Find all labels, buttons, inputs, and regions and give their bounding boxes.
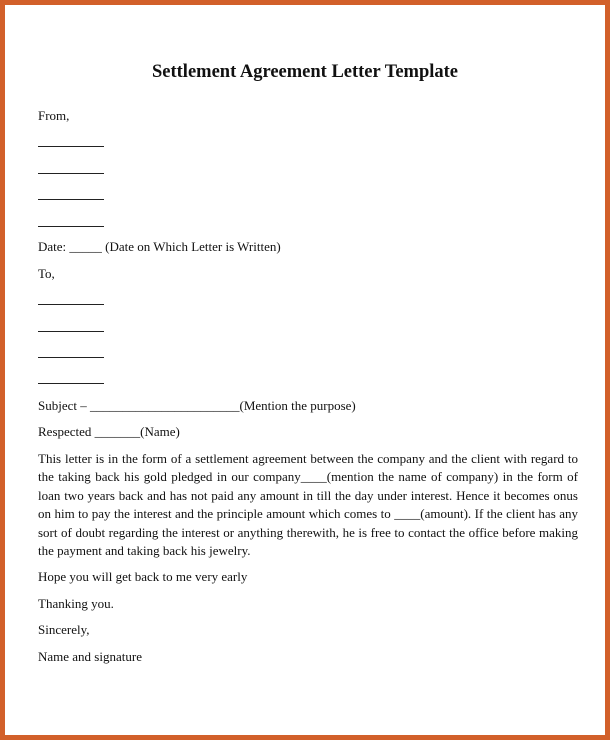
from-label: From, — [38, 108, 70, 123]
closing-hope-line: Hope you will get back to me very early — [38, 569, 248, 584]
to-address-blank-3 — [38, 357, 104, 358]
closing-sincerely-line: Sincerely, — [38, 622, 90, 637]
date-line: Date: _____ (Date on Which Letter is Written) — [38, 239, 281, 254]
from-address-blank-3 — [38, 199, 104, 200]
to-address-blank-1 — [38, 304, 104, 305]
to-label: To, — [38, 266, 55, 281]
to-address-blank-4 — [38, 383, 104, 384]
signature-line: Name and signature — [38, 649, 142, 664]
from-address-blank-2 — [38, 173, 104, 174]
to-address-blank-2 — [38, 331, 104, 332]
from-address-blank-4 — [38, 226, 104, 227]
document-title: Settlement Agreement Letter Template — [151, 62, 459, 82]
closing-thanks-line: Thanking you. — [38, 596, 114, 611]
body-paragraph: This letter is in the form of a settlement agreement between the company and the client with regard to the taking back his gold pledged in our company____(mention the name of company) in the form of loan two years back and has not paid any amount in till the day under interest. Hence it becomes onus on him to pay the interest and the principle amount which comes to ____(amount). If the client has any sort of doubt regarding the interest or anything therewith, he is free to contact the office before making the payment and taking back his jewelry. — [38, 451, 578, 559]
from-address-blank-1 — [38, 146, 104, 147]
salutation-line: Respected _______(Name) — [38, 424, 180, 439]
subject-line: Subject – _______________________(Mention the purpose) — [38, 398, 356, 413]
